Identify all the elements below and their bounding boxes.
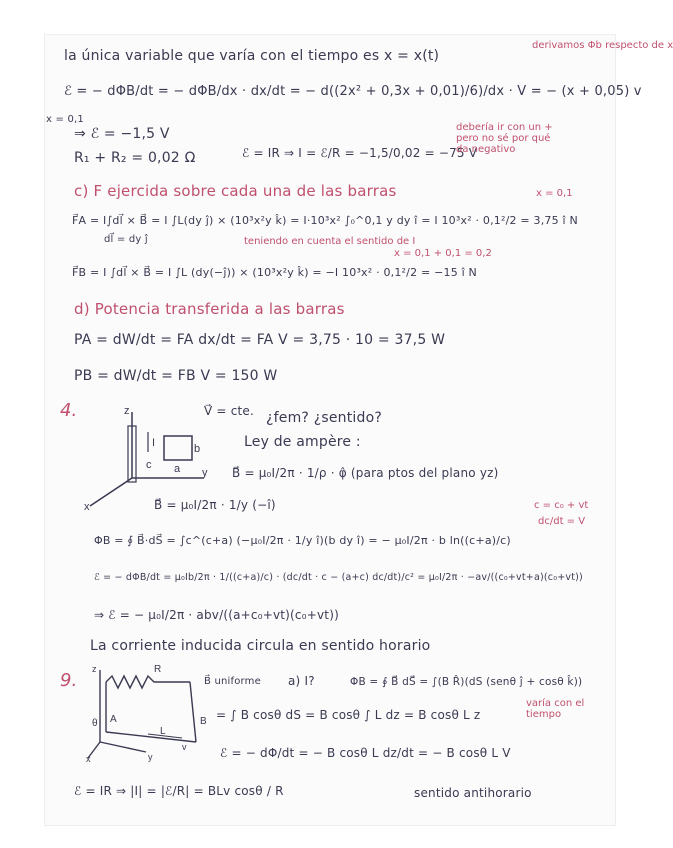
- force-a-equation: F⃗A = I∫dl⃗ × B⃗ = I ∫L(dy ĵ) × (10³x²y k̂) = I·10³x² ∫₀^0,1 y dy î = I 10³x² · 0,1²/2 = 3,75 î N: [72, 214, 578, 227]
- emf-final-4: ⇒ ℰ = − μ₀I/2π · abv/((a+c₀+vt)(c₀+vt)): [94, 608, 339, 622]
- velocity-label-9: v: [182, 742, 187, 752]
- resistor-label: R: [154, 664, 162, 675]
- problem-9-number: 9.: [60, 670, 78, 691]
- y-axis-label-9: y: [148, 752, 153, 762]
- section-c-title: c) F ejercida sobre cada una de las barras: [74, 182, 397, 200]
- length-label: L: [160, 726, 166, 737]
- problem-4-number: 4.: [60, 400, 78, 421]
- c-label: c: [146, 459, 152, 471]
- note-time-varying: varía con el tiempo: [526, 698, 585, 720]
- z-axis-label: z: [124, 405, 130, 417]
- note-dc-dt: dc/dt = V: [538, 516, 586, 527]
- note-c-position: c = c₀ + vt: [534, 500, 589, 511]
- ampere-law-title: Ley de ampère :: [244, 434, 361, 450]
- x-value: x = 0,1: [46, 114, 84, 125]
- power-b: PB = dW/dt = FB V = 150 W: [74, 368, 278, 384]
- note-direction: teniendo en cuenta el sentido de I: [244, 236, 416, 247]
- b-label: b: [194, 443, 201, 455]
- problem-4-question: ¿fem? ¿sentido?: [266, 410, 382, 426]
- z-axis-label-9: z: [92, 664, 97, 674]
- dl-definition: dl⃗ = dy ĵ: [104, 234, 148, 245]
- resistance-sum: R₁ + R₂ = 0,02 Ω: [74, 150, 196, 166]
- emf-derivation: ℰ = − dΦB/dt = − dΦB/dx · dx/dt = − d((2x² + 0,3x + 0,01)/6)/dx · V = − (x + 0,05) v: [64, 84, 642, 99]
- current-equation-9: ℰ = IR ⇒ |I| = |ℰ/R| = BLv cosθ / R: [74, 784, 284, 798]
- part-a-question: a) I?: [288, 674, 315, 688]
- emf-equation-9: ℰ = − dΦ/dt = − B cosθ L dz/dt = − B cosθ L V: [220, 746, 511, 760]
- a-label: a: [174, 463, 181, 475]
- theta-label: θ: [92, 718, 98, 729]
- velocity-constant: V⃗ = cte.: [204, 404, 254, 418]
- text-line-1: la única variable que varía con el tiempo es x = x(t): [64, 48, 440, 64]
- flux-simplified: = ∫ B cosθ dS = B cosθ ∫ L dz = B cosθ L z: [216, 708, 481, 722]
- figure-inclined-rails: [86, 662, 216, 762]
- current-direction-4: La corriente inducida circula en sentido horario: [90, 638, 431, 654]
- note-x02: x = 0,1 + 0,1 = 0,2: [394, 248, 492, 259]
- field-b-plane: B⃗ = μ₀I/2π · 1/y (−î): [154, 498, 276, 512]
- flux-equation-9: ΦB = ∮ B⃗ dS⃗ = ∫(B R̂)(dS (senθ ĵ + cosθ k̂)): [350, 676, 583, 688]
- current-label: I: [152, 437, 156, 449]
- note-derivative: derivamos Φb respecto de x: [532, 40, 673, 51]
- point-b-label: B: [200, 716, 207, 727]
- field-b-general: B⃗ = μ₀I/2π · 1/ρ · φ̂ (para ptos del plano yz): [232, 466, 499, 480]
- current-result: ℰ = IR ⇒ I = ℰ/R = −1,5/0,02 = −75 V: [242, 146, 478, 160]
- flux-equation: ΦB = ∮ B⃗·dS⃗ = ∫c^(c+a) (−μ₀I/2π · 1/y î)(b dy î) = − μ₀I/2π · b ln((c+a)/c): [94, 534, 511, 547]
- current-direction-9: sentido antihorario: [414, 786, 532, 800]
- point-a-label: A: [110, 714, 117, 725]
- power-a: PA = dW/dt = FA dx/dt = FA V = 3,75 · 10 = 37,5 W: [74, 332, 446, 348]
- note-x01: x = 0,1: [536, 188, 573, 199]
- note-sign: debería ir con un + pero no sé por qué da negativo: [456, 122, 553, 155]
- x-axis-label-9: x: [86, 754, 91, 764]
- y-axis-label: y: [202, 467, 208, 479]
- emf-result: ⇒ ℰ = −1,5 V: [74, 126, 170, 142]
- uniform-field: B⃗ uniforme: [204, 676, 261, 687]
- handwritten-page: [44, 34, 673, 826]
- force-b-equation: F⃗B = I ∫dl⃗ × B⃗ = I ∫L (dy(−ĵ)) × (10³x²y k̂) = −I 10³x² · 0,1²/2 = −15 î N: [72, 266, 477, 279]
- emf-equation-4: ℰ = − dΦB/dt = μ₀Ib/2π · 1/((c+a)/c) · (dc/dt · c − (a+c) dc/dt)/c² = μ₀I/2π · −av/((c₀+vt+a)(c₀+vt)): [94, 572, 583, 583]
- x-axis-label: x: [84, 501, 90, 513]
- section-d-title: d) Potencia transferida a las barras: [74, 300, 345, 318]
